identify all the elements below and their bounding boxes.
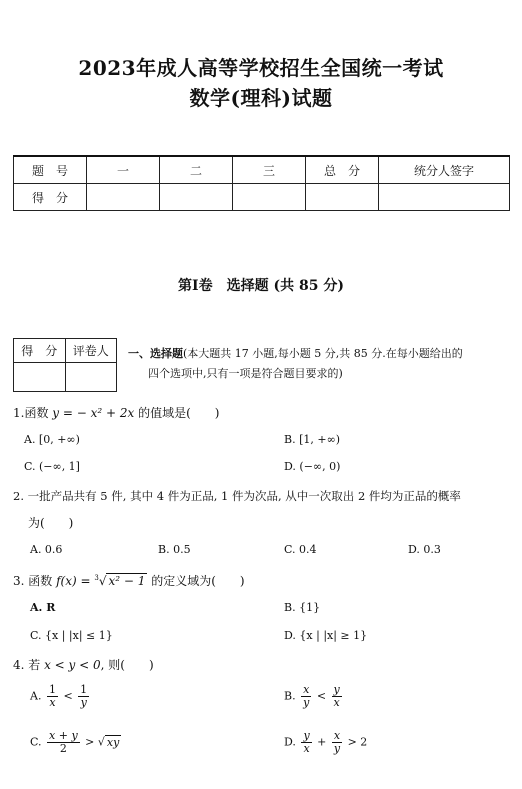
q4-a-den2: y <box>80 696 87 709</box>
q4-stem <box>13 656 154 673</box>
q3-function: f(x) = <box>56 574 95 588</box>
score-header-total: 总 分 <box>306 156 379 184</box>
q3-option-c[interactable]: C. {x | |x| ≤ 1} <box>30 629 113 642</box>
q3-radical-icon: √ <box>98 574 107 588</box>
score-table-score-row <box>14 184 510 211</box>
q4-a-label: A. <box>30 689 42 703</box>
q2-option-b[interactable]: B. 0.5 <box>158 543 191 556</box>
q4-b-num1: x <box>303 683 310 696</box>
q4-b-frac2 <box>332 684 342 709</box>
q4-c-num: x + y <box>49 729 78 742</box>
instructions-label: 一、选择题 <box>128 347 183 360</box>
section-instructions <box>128 343 513 365</box>
q4-d-frac2 <box>332 730 342 755</box>
score-header-part-2: 二 <box>160 156 233 184</box>
q1-option-c[interactable]: C. (−∞, 1] <box>24 460 80 473</box>
q4-c-frac <box>47 730 80 755</box>
q4-option-d[interactable] <box>284 730 367 755</box>
q1-suffix: 的值域是( ) <box>134 406 220 420</box>
q3-option-d[interactable]: D. {x | |x| ≥ 1} <box>284 629 368 642</box>
grader-box <box>13 338 117 392</box>
score-header-part-1: 一 <box>87 156 160 184</box>
instructions-line1: (本大题共 17 小题,每小题 5 分,共 85 分.在每小题给出的 <box>183 347 463 360</box>
q3-suffix: 的定义域为( ) <box>147 574 245 588</box>
q4-suffix: , 则( ) <box>100 658 154 672</box>
q2-stem-line1: 2. 一批产品共有 5 件, 其中 4 件为正品, 1 件为次品, 从中一次取出 2 件均为正品的概率 <box>13 489 461 503</box>
q4-c-radical-icon: √ <box>97 735 105 749</box>
q4-c-op: > <box>85 735 95 749</box>
q4-a-frac2 <box>78 684 89 709</box>
q3-prefix: 3. 函数 <box>13 574 57 588</box>
q4-a-frac1 <box>47 684 58 709</box>
q3-root-index: 3 <box>94 574 99 582</box>
section-title: 第Ⅰ卷 选择题 (共 85 分) <box>178 278 344 294</box>
score-cell-part-2[interactable] <box>160 184 233 211</box>
q2-option-a[interactable]: A. 0.6 <box>30 543 63 556</box>
q3-radicand: x² − 1 <box>108 574 146 588</box>
q4-d-num2: x <box>333 729 341 742</box>
instructions-line2: 四个选项中,只有一项是符合题目要求的) <box>148 367 343 380</box>
q2-option-d[interactable]: D. 0.3 <box>408 543 441 556</box>
q4-d-num1: y <box>303 729 310 742</box>
q4-d-den1: x <box>303 742 310 755</box>
q2-stem-line2: 为( ) <box>28 516 74 530</box>
exam-subtitle: 数学(理科)试题 <box>189 86 333 110</box>
q1-prefix: 1.函数 <box>13 406 53 420</box>
grader-reviewer-label: 评卷人 <box>65 339 117 363</box>
q4-d-label: D. <box>284 735 296 749</box>
score-header-part-3: 三 <box>233 156 306 184</box>
q4-d-frac1 <box>301 730 311 755</box>
q4-option-a[interactable] <box>30 684 91 709</box>
score-cell-signature[interactable] <box>379 184 510 211</box>
q4-c-radicand: xy <box>106 735 120 749</box>
score-row-label: 得 分 <box>14 184 87 211</box>
q4-prefix: 4. 若 <box>13 658 45 672</box>
q3-stem <box>13 572 245 589</box>
q4-option-c[interactable] <box>30 730 121 755</box>
exam-title: 2023年成人高等学校招生全国统一考试 <box>78 56 444 80</box>
q4-math: x < y < 0 <box>44 658 101 672</box>
q1-option-d[interactable]: D. (−∞, 0) <box>284 460 341 473</box>
q4-option-b[interactable] <box>284 684 344 709</box>
q1-stem <box>13 404 219 421</box>
score-cell-total[interactable] <box>306 184 379 211</box>
score-cell-part-3[interactable] <box>233 184 306 211</box>
q1-option-b[interactable]: B. [1, +∞) <box>284 433 341 446</box>
score-table <box>13 155 510 211</box>
grader-reviewer-cell[interactable] <box>65 363 117 392</box>
q4-b-den2: x <box>333 696 340 709</box>
score-header-signature: 统分人签字 <box>379 156 510 184</box>
q4-a-num1: 1 <box>48 683 56 696</box>
q4-b-den1: y <box>303 696 310 709</box>
q4-d-op2: > 2 <box>347 735 368 749</box>
grader-score-cell[interactable] <box>14 363 66 392</box>
q4-c-den: 2 <box>59 742 67 755</box>
q4-b-label: B. <box>284 689 296 703</box>
q4-a-den1: x <box>49 696 56 709</box>
score-header-question-no: 题 号 <box>14 156 87 184</box>
grader-score-label: 得 分 <box>14 339 66 363</box>
q3-option-b[interactable]: B. {1} <box>284 601 321 614</box>
q2-option-c[interactable]: C. 0.4 <box>284 543 317 556</box>
q3-option-a[interactable]: A. R <box>30 601 56 614</box>
q4-b-frac1 <box>301 684 311 709</box>
q4-a-op: < <box>63 689 73 703</box>
q4-d-op1: + <box>317 735 327 749</box>
score-table-header-row <box>14 156 510 184</box>
q1-math: y = − x² + 2x <box>52 406 135 420</box>
q4-c-label: C. <box>30 735 42 749</box>
q1-option-a[interactable]: A. [0, +∞) <box>24 433 80 446</box>
q4-b-op: < <box>316 689 327 703</box>
q4-d-den2: y <box>333 742 341 755</box>
q4-a-num2: 1 <box>80 683 88 696</box>
q4-b-num2: y <box>333 683 340 696</box>
score-cell-part-1[interactable] <box>87 184 160 211</box>
